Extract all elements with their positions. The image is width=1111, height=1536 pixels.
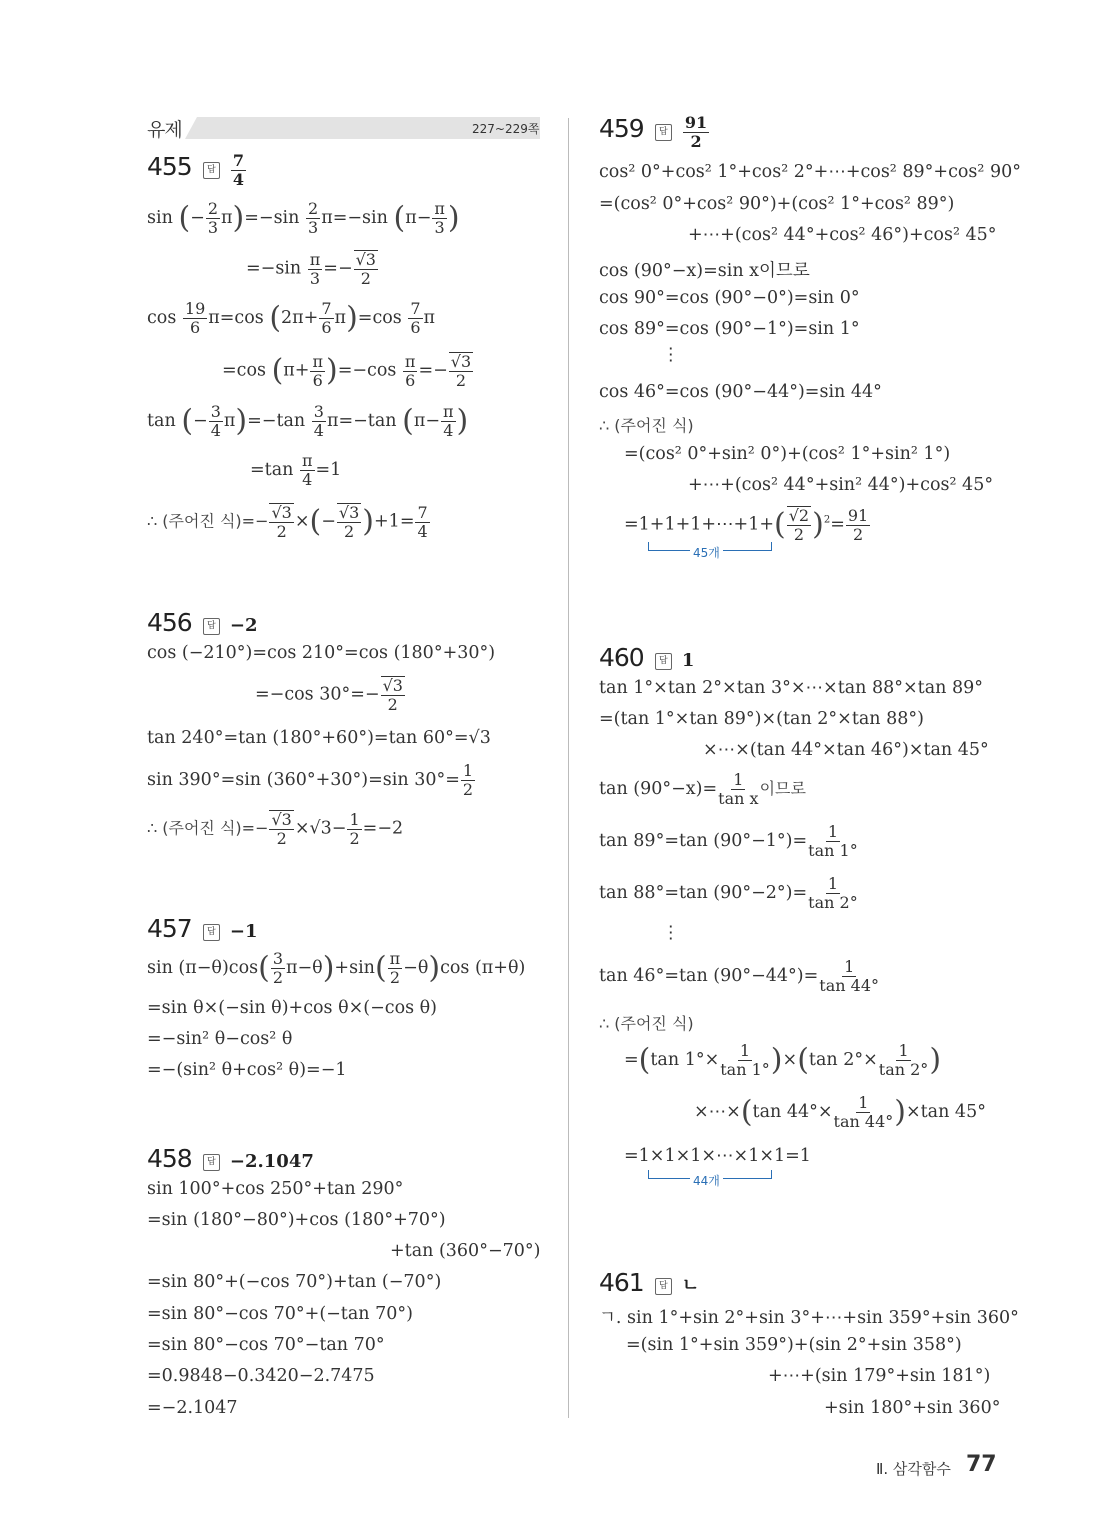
solution-line: =1×1×1×⋯×1×1=1 — [624, 1146, 811, 1166]
answer-fraction: $\frac{7}{4}$ — [232, 151, 245, 189]
solution-line: +⋯+(sin 179°+sin 181°) — [768, 1366, 991, 1386]
solution-conclusion: ∴ (주어진 식)=− $\frac{√3}{2}$ ×√3− $\frac{1}{2}$ =−2 — [147, 809, 404, 848]
solution-line: =(cos² 0°+cos² 90°)+(cos² 1°+cos² 89°) — [599, 194, 955, 214]
solution-line: =sin 80°+(−cos 70°)+tan (−70°) — [147, 1272, 442, 1292]
page-number: 77 — [966, 1452, 997, 1477]
count-label: 44개 — [690, 1172, 723, 1189]
solution-line: cos (90°−x)=sin x이므로 — [599, 261, 810, 281]
problem-460-header — [599, 643, 694, 672]
solution-line: =−sin² θ−cos² θ — [147, 1029, 293, 1049]
solution-line: cos (−210°)=cos 210°=cos (180°+30°) — [147, 643, 496, 663]
solution-line: tan 240°=tan (180°+60°)=tan 60°=√3 — [147, 728, 491, 748]
solution-line: sin 100°+cos 250°+tan 290° — [147, 1179, 404, 1199]
solution-line: =−2.1047 — [147, 1398, 238, 1418]
solution-line: tan 89°=tan (90°−1°)= $\frac{1}{\tan 1^\circ}$ — [599, 822, 858, 860]
problem-455-header — [147, 152, 247, 189]
problem-number: 460 — [599, 643, 644, 672]
problem-number: 455 — [147, 152, 192, 181]
vertical-ellipsis: ⋮ — [662, 923, 680, 943]
chapter-label: Ⅱ. 삼각함수 — [876, 1460, 951, 1478]
answer-value: −2 — [229, 615, 258, 636]
solution-line: =1+1+1+⋯+1+( $\frac{√2}{2}$ )$^2$= $\frac{91}{2}$ — [624, 505, 869, 544]
solution-line: +tan (360°−70°) — [390, 1241, 541, 1261]
section-title: 유제 — [147, 119, 182, 141]
solution-line: =−(sin² θ+cos² θ)=−1 — [147, 1060, 347, 1080]
solution-line: ㄱ. sin 1°+sin 2°+sin 3°+⋯+sin 359°+sin 360° — [599, 1308, 1019, 1328]
answer-badge: 답 — [655, 653, 672, 670]
solution-line: tan (− $\frac{3}{4}$ π)=−tan $\frac{3}{4}$ π=−tan (π− $\frac{\pi}{4}$ ) — [147, 402, 469, 440]
solution-line: ∴ (주어진 식) — [599, 416, 694, 435]
solution-line: =−sin $\frac{\pi}{3}$ =− $\frac{√3}{2}$ — [246, 249, 376, 288]
solution-line: =(sin 1°+sin 359°)+(sin 2°+sin 358°) — [626, 1335, 962, 1355]
solution-line: ×⋯×(tan 44°× $\frac{1}{\tan 44^\circ}$ )×tan 45° — [694, 1093, 986, 1131]
problem-458-header — [147, 1144, 314, 1173]
solution-line: tan (90°−x)= $\frac{1}{\text{tan x}}$ 이므로 — [599, 770, 806, 808]
problem-number: 459 — [599, 114, 644, 143]
solution-line: +⋯+(cos² 44°+cos² 46°)+cos² 45° — [688, 225, 997, 245]
problem-456-header — [147, 608, 258, 637]
solution-line: =0.9848−0.3420−2.7475 — [147, 1366, 375, 1386]
problem-number: 461 — [599, 1268, 644, 1297]
count-label: 45개 — [690, 544, 723, 561]
problem-459-header — [599, 114, 710, 151]
answer-value: ㄴ — [681, 1275, 700, 1296]
solution-line: =sin (180°−80°)+cos (180°+70°) — [147, 1210, 446, 1230]
solution-line: sin (− $\frac{2}{3}$ π)=−sin $\frac{2}{3}$ π=−sin (π− $\frac{\pi}{3}$ ) — [147, 199, 460, 237]
solution-line: =(tan 1°×tan 89°)×(tan 2°×tan 88°) — [599, 709, 924, 729]
answer-badge: 답 — [203, 618, 220, 635]
solution-line: =cos (π+ $\frac{\pi}{6}$ )=−cos $\frac{\pi}{6}$ =− $\frac{√3}{2}$ — [222, 351, 472, 390]
solution-line: =sin 80°−cos 70°−tan 70° — [147, 1335, 385, 1355]
page-range: 227~229쪽 — [472, 122, 540, 136]
solution-line: tan 1°×tan 2°×tan 3°×⋯×tan 88°×tan 89° — [599, 678, 984, 698]
solution-line: +⋯+(cos² 44°+sin² 44°)+cos² 45° — [688, 475, 994, 495]
solution-line: +sin 180°+sin 360° — [824, 1398, 1001, 1418]
problem-number: 457 — [147, 914, 192, 943]
answer-badge: 답 — [203, 162, 220, 179]
solution-line: =sin θ×(−sin θ)+cos θ×(−cos θ) — [147, 998, 438, 1018]
solution-line: =(cos² 0°+sin² 0°)+(cos² 1°+sin² 1°) — [624, 444, 951, 464]
solution-line: cos 46°=cos (90°−44°)=sin 44° — [599, 382, 882, 402]
solution-line: =tan $\frac{\pi}{4}$ =1 — [250, 451, 342, 489]
solution-line: cos $\frac{19}{6}$ π=cos (2π+ $\frac{7}{6}$ π)=cos $\frac{7}{6}$ π — [147, 299, 436, 337]
solution-line: =(tan 1°× $\frac{1}{\tan 1^\circ}$ )×(tan 2°× $\frac{1}{\tan 2^\circ}$ ) — [624, 1041, 942, 1079]
solution-line: tan 88°=tan (90°−2°)= $\frac{1}{\tan 2^\circ}$ — [599, 874, 858, 912]
solution-line: =sin 80°−cos 70°+(−tan 70°) — [147, 1304, 413, 1324]
solution-conclusion: ∴ (주어진 식)=− $\frac{√3}{2}$ ×(− $\frac{√3}{2}$ )+1= $\frac{7}{4}$ — [147, 502, 428, 541]
problem-457-header — [147, 914, 258, 943]
problem-461-header — [599, 1268, 699, 1297]
problem-number: 458 — [147, 1144, 192, 1173]
solution-line: sin (π−θ)cos( $\frac{3}{2}$ π−θ)+sin( $\frac{\pi}{2}$ −θ)cos (π+θ) — [147, 949, 526, 987]
solution-line: =−cos 30°=− $\frac{√3}{2}$ — [255, 676, 403, 714]
column-divider — [568, 118, 569, 1418]
answer-value: −1 — [229, 921, 258, 942]
solution-line: ∴ (주어진 식) — [599, 1014, 694, 1033]
solution-line: sin 390°=sin (360°+30°)=sin 30°= $\frac{1}{2}$ — [147, 761, 474, 799]
problem-number: 456 — [147, 608, 192, 637]
solution-line: ×⋯×(tan 44°×tan 46°)×tan 45° — [703, 740, 989, 760]
solution-line: cos² 0°+cos² 1°+cos² 2°+⋯+cos² 89°+cos² 90° — [599, 162, 1021, 182]
answer-badge: 답 — [203, 1154, 220, 1171]
answer-badge: 답 — [203, 924, 220, 941]
answer-value: −2.1047 — [229, 1151, 314, 1172]
answer-badge: 답 — [655, 1278, 672, 1295]
answer-value: 1 — [681, 650, 695, 671]
answer-badge: 답 — [655, 124, 672, 141]
vertical-ellipsis: ⋮ — [662, 345, 680, 365]
answer-fraction: $\frac{91}{2}$ — [684, 113, 708, 151]
solution-line: cos 89°=cos (90°−1°)=sin 1° — [599, 319, 860, 339]
solution-line: tan 46°=tan (90°−44°)= $\frac{1}{\tan 44^\circ}$ — [599, 957, 880, 995]
solution-line: cos 90°=cos (90°−0°)=sin 0° — [599, 288, 860, 308]
